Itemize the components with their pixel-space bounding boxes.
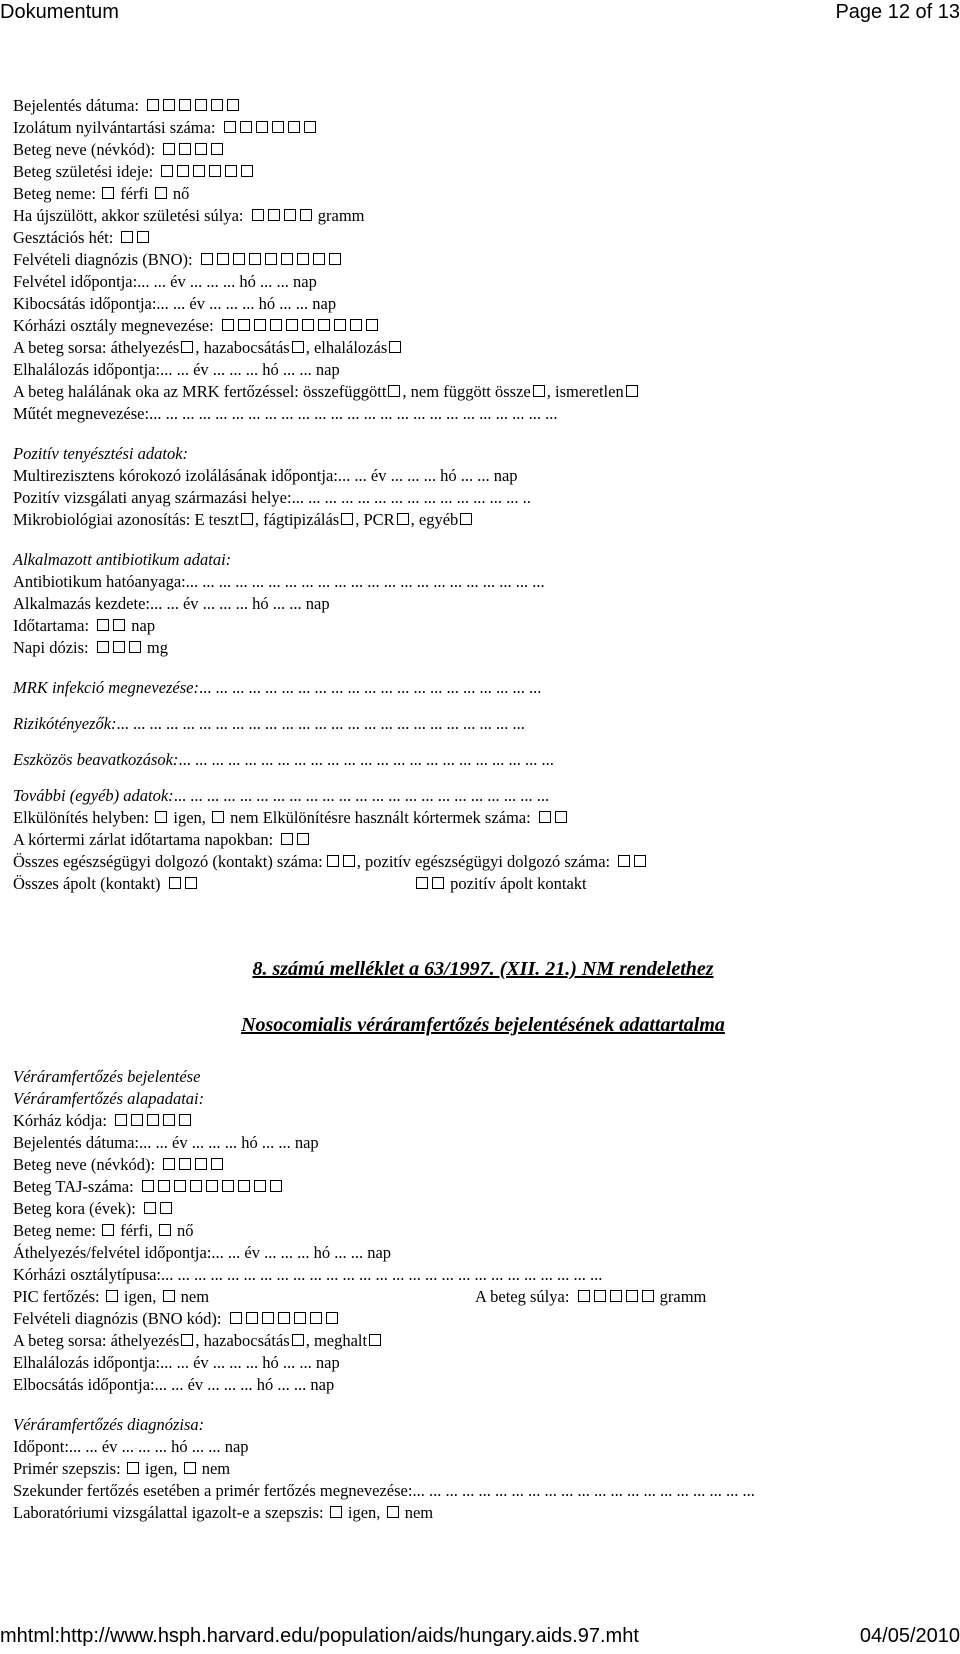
eszkozos-row: Eszközös beavatkozások:... ... ... ... ... ... ... ... ... ... ... ... ... ... ... ... ... ... ... ... ... ... ... — [13, 750, 554, 769]
pic-nem-checkbox[interactable] — [163, 1290, 175, 1302]
izolatum-boxes — [222, 117, 318, 139]
athelyezes-checkbox[interactable] — [181, 341, 193, 353]
elkulonites-nem-checkbox[interactable] — [212, 811, 224, 823]
kezdete-row: Alkalmazás kezdete:... ... év ... ... ... hó ... ... nap — [13, 594, 330, 613]
zarlat-boxes — [279, 829, 311, 851]
egyeb-checkbox[interactable] — [460, 513, 472, 525]
kora-boxes — [142, 1198, 174, 1220]
zarlat-row: A kórtermi zárlat időtartama napokban: — [13, 829, 311, 851]
vizsgalati-anyag-row: Pozitív vizsgálati anyag származási helye:... ... ... ... ... ... ... ... ... ... ... ... ... ... .. — [13, 488, 531, 507]
osszes-apolt-row: Összes ápolt (kontakt) pozitív ápolt kontakt — [13, 874, 587, 893]
nem-fuggott-checkbox[interactable] — [533, 385, 545, 397]
pozitiv-apolt-boxes — [414, 873, 446, 895]
e-teszt-checkbox[interactable] — [241, 513, 253, 525]
osszes-eu-row: Összes egészségügyi dolgozó (kontakt) száma: , pozitív egészségügyi dolgozó száma: — [13, 851, 648, 873]
idopont-row: Időpont:... ... év ... ... ... hó ... ... nap — [13, 1437, 249, 1456]
bejelentes-datuma-boxes — [145, 95, 241, 117]
mrk-infekcio-row: MRK infekció megnevezése:... ... ... ... ... ... ... ... ... ... ... ... ... ... ... ... ... ... ... ... ... — [13, 678, 542, 697]
szuletesi-ideje-boxes — [159, 161, 255, 183]
rizikotenyezok-row: Rizikótényezők:... ... ... ... ... ... ... ... ... ... ... ... ... ... ... ... ... ... ... ... ... ... ... ... ... — [13, 714, 525, 733]
no-checkbox[interactable] — [155, 187, 167, 199]
kibocsatas-row: Kibocsátás időpontja:... ... év ... ... ... hó ... ... nap — [13, 294, 337, 313]
page-footer — [0, 1624, 960, 1652]
diagnozisa-title: Véráramfertőzés diagnózisa: — [13, 1415, 205, 1434]
szekunder-row: Szekunder fertőzés esetében a primér fertőzés megnevezése:... ... ... ... ... ... ... ... ... ... ... ... ... ... ... ... ... ... ... ... ... — [13, 1481, 755, 1500]
beteg-sorsa2-row: A beteg sorsa: áthelyezés , hazabocsátás , meghalt — [13, 1330, 383, 1352]
pic-row: PIC fertőzés: igen, nem — [13, 1287, 210, 1306]
print-date: 04/05/2010 — [859, 1625, 960, 1647]
pic-igen-checkbox[interactable] — [106, 1290, 118, 1302]
halal-oka-row: A beteg halálának oka az MRK fertőzéssel: összefüggött , nem függött össze , ismeretlen — [13, 381, 640, 403]
osszefuggott-checkbox[interactable] — [388, 385, 400, 397]
ismeretlen-checkbox[interactable] — [626, 385, 638, 397]
beteg-neme-row: Beteg neme: férfi nő — [13, 184, 190, 203]
korhazi-osztaly-row: Kórházi osztály megnevezése: — [13, 315, 380, 337]
felveteli-diag2-boxes — [228, 1308, 340, 1330]
beteg-neve2-row: Beteg neve (névkód): — [13, 1154, 225, 1176]
ferfi2-checkbox[interactable] — [102, 1224, 114, 1236]
napi-dozis-boxes — [95, 637, 143, 659]
beteg-sulya-boxes — [576, 1286, 656, 1308]
korhazi-osztaly-boxes — [220, 315, 380, 337]
hatoanyag-row: Antibiotikum hatóanyaga:... ... ... ... ... ... ... ... ... ... ... ... ... ... ... ... ... ... ... ... ... ... — [13, 572, 545, 591]
mutet-row: Műtét megnevezése:... ... ... ... ... ... ... ... ... ... ... ... ... ... ... ... ... ... ... ... ... ... ... ... ... — [13, 404, 558, 423]
primer-igen-checkbox[interactable] — [127, 1462, 139, 1474]
tovabbi-adatok-row: További (egyéb) adatok:... ... ... ... ... ... ... ... ... ... ... ... ... ... ... ... ... ... ... ... ... ... ... — [13, 786, 550, 805]
neme2-row: Beteg neme: férfi, nő — [13, 1221, 194, 1240]
ferfi-checkbox[interactable] — [102, 187, 114, 199]
multirezisztens-row: Multirezisztens kórokozó izolálásának időpontja:... ... év ... ... ... hó ... ... nap — [13, 466, 518, 485]
kortermek-szama-boxes — [537, 807, 569, 829]
idotartama-row: Időtartama: nap — [13, 616, 156, 635]
beteg-sorsa-row: A beteg sorsa: áthelyezés , hazabocsátás , elhalálozás — [13, 337, 403, 359]
felveteli-diag-row: Felvételi diagnózis (BNO): — [13, 249, 343, 271]
bejelentes-datuma2-row: Bejelentés dátuma:... ... év ... ... ... hó ... ... nap — [13, 1133, 319, 1152]
osszes-eu-boxes — [325, 851, 357, 873]
korhaz-kodja-row: Kórház kódja: — [13, 1110, 193, 1132]
source-url: mhtml:http://www.hsph.harvard.edu/population/aids/hungary.aids.97.mht — [0, 1625, 639, 1647]
fagtipizalas-checkbox[interactable] — [341, 513, 353, 525]
taj-boxes — [140, 1176, 284, 1198]
korhaz-kodja-boxes — [113, 1110, 193, 1132]
szuletesi-ideje-row: Beteg születési ideje: — [13, 161, 255, 183]
annex-heading: 8. számú melléklet a 63/1997. (XII. 21.) NM rendelethez — [252, 958, 714, 980]
athelyezes-idopont-row: Áthelyezés/felvétel időpontja:... ... év ... ... ... hó ... ... nap — [13, 1243, 392, 1262]
felvetel-idopont-row: Felvétel időpontja:... ... év ... ... ... hó ... ... nap — [13, 272, 317, 291]
idotartama-boxes — [95, 615, 127, 637]
beteg-neve2-boxes — [161, 1154, 225, 1176]
kora-row: Beteg kora (évek): — [13, 1198, 174, 1220]
elhalalozas-checkbox[interactable] — [389, 341, 401, 353]
labor-nem-checkbox[interactable] — [387, 1506, 399, 1518]
elhalalozas-idopont-row: Elhalálozás időpontja:... ... év ... ... ... hó ... ... nap — [13, 360, 340, 379]
elbocsatas-row: Elbocsátás időpontja:... ... év ... ... ... hó ... ... nap — [13, 1375, 335, 1394]
meghalt-checkbox[interactable] — [369, 1334, 381, 1346]
beteg-neve-row: Beteg neve (névkód): — [13, 139, 225, 161]
ujszulott-boxes — [250, 205, 314, 227]
elkulonites-row: Elkülönítés helyben: igen, nem Elkülönítésre használt kórtermek száma: — [13, 807, 569, 829]
bejelentes-datuma-row: Bejelentés dátuma: — [13, 95, 241, 117]
laboratoriumi-row: Laboratóriumi vizsgálattal igazolt-e a szepszis: igen, nem — [13, 1503, 434, 1522]
labor-igen-checkbox[interactable] — [330, 1506, 342, 1518]
gesztacios-boxes — [119, 227, 151, 249]
page-number: Page 12 of 13 — [835, 1, 960, 23]
napi-dozis-row: Napi dózis: mg — [13, 638, 168, 657]
felveteli-diag-boxes — [199, 249, 343, 271]
form-heading: Nosocomialis véráramfertőzés bejelentésének adattartalma — [241, 1014, 725, 1036]
elkulonites-igen-checkbox[interactable] — [155, 811, 167, 823]
pozitiv-eu-boxes — [616, 851, 648, 873]
elhalalozas2-row: Elhalálozás időpontja:... ... év ... ... ... hó ... ... nap — [13, 1353, 340, 1372]
osszes-apolt-boxes — [167, 873, 199, 895]
ujszulott-row: Ha újszülött, akkor születési súlya: gramm — [13, 206, 365, 225]
izolatum-row: Izolátum nyilvántartási száma: — [13, 117, 318, 139]
document-title: Dokumentum — [0, 1, 119, 23]
no2-checkbox[interactable] — [159, 1224, 171, 1236]
pozitiv-tenyesztes-title: Pozitív tenyésztési adatok: — [13, 444, 189, 463]
antibiotikum-title: Alkalmazott antibiotikum adatai: — [13, 550, 232, 569]
felveteli-diag2-row: Felvételi diagnózis (BNO kód): — [13, 1308, 340, 1330]
hazabocsatas2-checkbox[interactable] — [292, 1334, 304, 1346]
athelyezes2-checkbox[interactable] — [181, 1334, 193, 1346]
osztalytipusa-row: Kórházi osztálytípusa:... ... ... ... ... ... ... ... ... ... ... ... ... ... ... ... ... ... ... ... ... ... ... ... ... ... ... — [13, 1265, 603, 1284]
hazabocsatas-checkbox[interactable] — [292, 341, 304, 353]
primer-szepszis-row: Primér szepszis: igen, nem — [13, 1459, 231, 1478]
gesztacios-row: Gesztációs hét: — [13, 227, 151, 249]
primer-nem-checkbox[interactable] — [184, 1462, 196, 1474]
bejelentese-title: Véráramfertőzés bejelentése — [13, 1067, 201, 1086]
mikrobiologiai-row: Mikrobiológiai azonosítás: E teszt , fágtipizálás , PCR , egyéb — [13, 509, 474, 531]
pcr-checkbox[interactable] — [397, 513, 409, 525]
beteg-neve-boxes — [161, 139, 225, 161]
page-header — [0, 0, 960, 28]
beteg-sulya-row: A beteg súlya: gramm — [475, 1287, 707, 1306]
alapadatai-title: Véráramfertőzés alapadatai: — [13, 1089, 205, 1108]
taj-row: Beteg TAJ-száma: — [13, 1176, 284, 1198]
